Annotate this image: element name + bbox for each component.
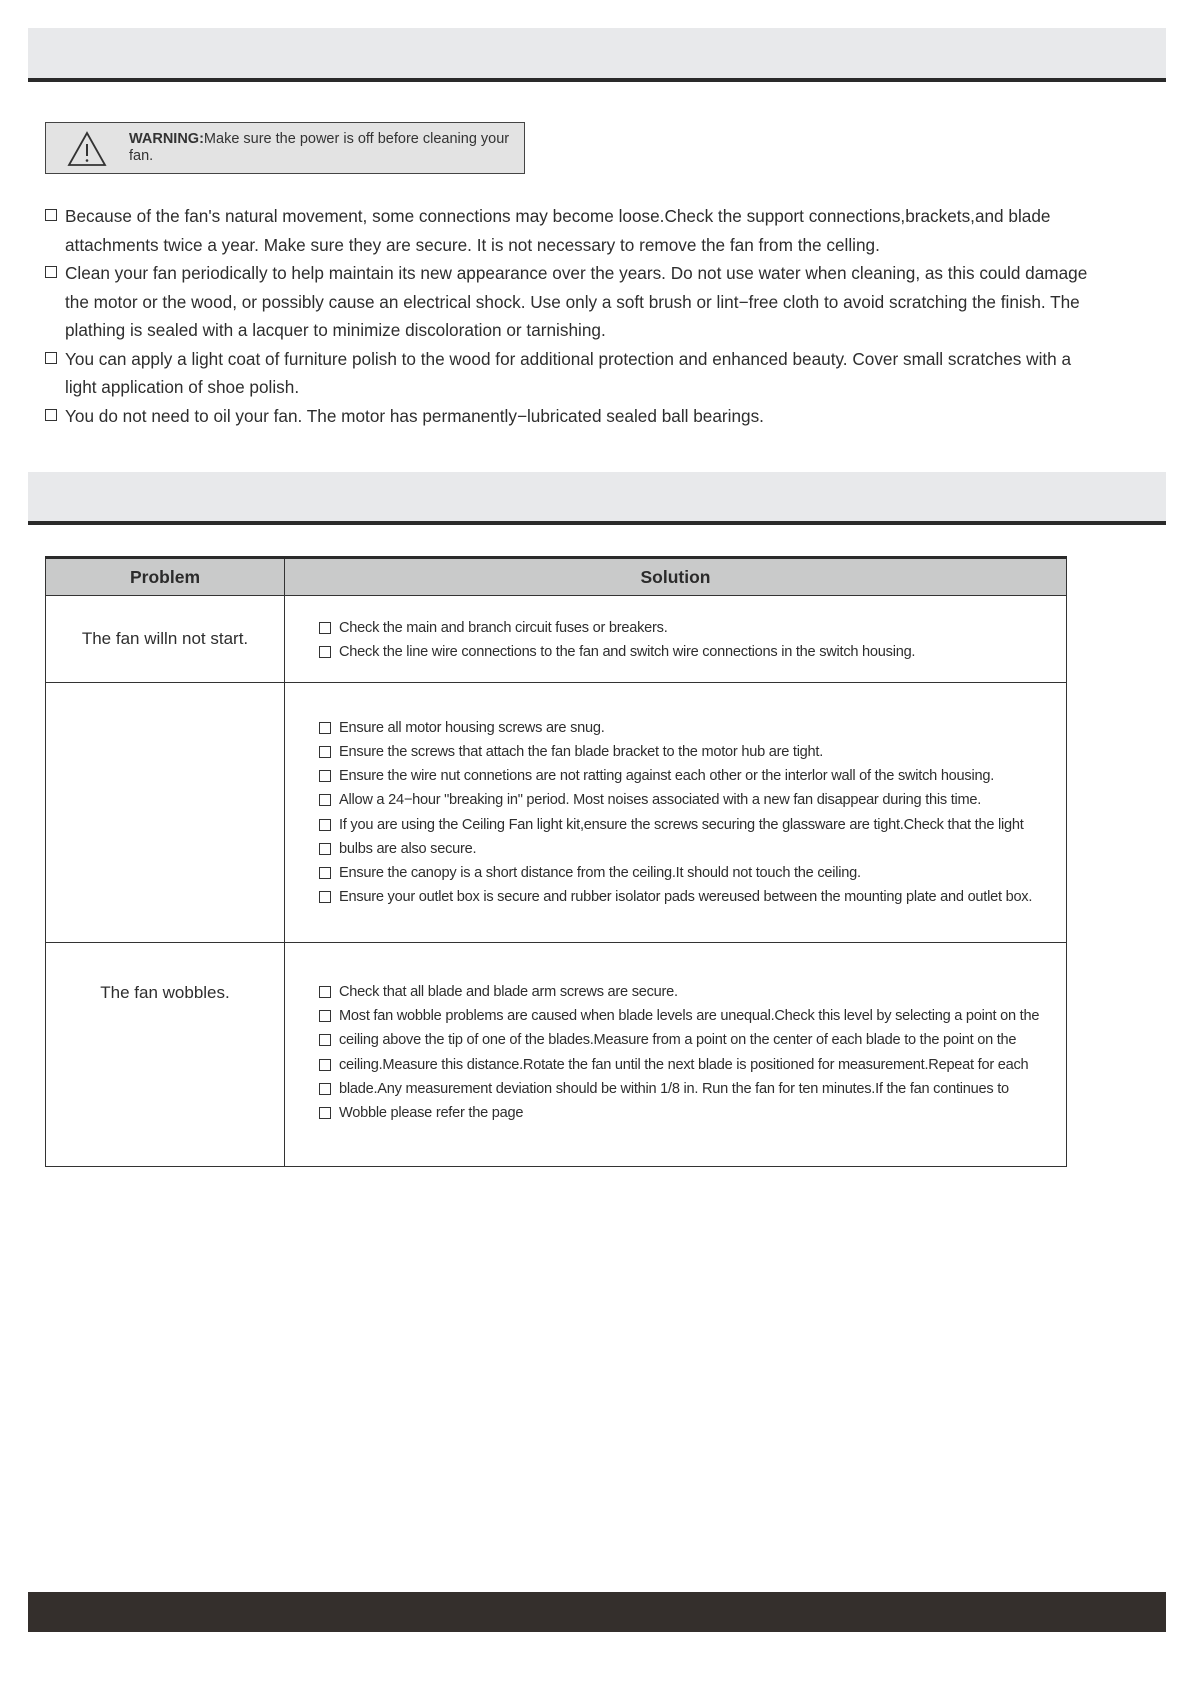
care-item-text-continued: light application of shoe polish. (65, 377, 300, 397)
solution-text: Most fan wobble problems are caused when blade levels are unequal.Check this level by selecting a point on the (339, 1008, 1040, 1025)
solution-item (319, 764, 1066, 788)
checkbox-square-icon (319, 891, 331, 903)
warning-triangle-icon (66, 130, 108, 168)
care-item-text: Because of the fan's natural movement, some connections may become loose.Check the support connections,brackets,and blade (65, 206, 1051, 226)
care-item (45, 202, 1125, 259)
checkbox-square-icon (45, 352, 57, 364)
solution-item (319, 1004, 1066, 1028)
solution-text: Ensure all motor housing screws are snug. (339, 719, 605, 736)
problem-cell: The fan willn not start. (46, 596, 285, 683)
solution-item (319, 1077, 1066, 1101)
checkbox-square-icon (45, 409, 57, 421)
checkbox-square-icon (319, 843, 331, 855)
checkbox-square-icon (319, 1083, 331, 1095)
care-section-header-bar (28, 28, 1166, 82)
solution-text: blade.Any measurement deviation should be within 1/8 in. Run the fan for ten minutes.If the fan continues to (339, 1080, 1009, 1097)
checkbox-square-icon (319, 646, 331, 658)
solution-item (319, 788, 1066, 812)
solution-text: Allow a 24−hour "breaking in" period. Most noises associated with a new fan disappear during this time. (339, 792, 982, 809)
care-item (45, 402, 1125, 431)
solution-text: Check that all blade and blade arm screws are secure. (339, 983, 678, 1000)
checkbox-square-icon (45, 209, 57, 221)
checkbox-square-icon (45, 266, 57, 278)
checkbox-square-icon (319, 1059, 331, 1071)
column-header-problem: Problem (46, 558, 285, 596)
solution-text: ceiling.Measure this distance.Rotate the fan until the next blade is positioned for measurement.Repeat for each (339, 1056, 1029, 1073)
solution-item (319, 837, 1066, 861)
solution-text: Ensure the wire nut connetions are not ratting against each other or the interlor wall of the switch housing. (339, 768, 994, 785)
checkbox-square-icon (319, 1034, 331, 1046)
solution-item (319, 813, 1066, 837)
solution-item (319, 1053, 1066, 1077)
solution-list (285, 614, 1066, 664)
solution-text: ceiling above the tip of one of the blades.Measure from a point on the center of each blade to the point on the (339, 1032, 1017, 1049)
troubleshooting-section-header-bar (28, 472, 1166, 525)
care-item-text-continued: the motor or the wood, or possibly cause an electrical shock. Use only a soft brush or lint−free cloth to avoid scratching the finish. The (65, 291, 1080, 312)
solution-text: Ensure the screws that attach the fan blade bracket to the motor hub are tight. (339, 743, 824, 760)
solution-item (319, 1101, 1066, 1125)
solution-list (285, 980, 1066, 1129)
warning-text (129, 131, 519, 165)
care-item (45, 345, 1125, 402)
warning-box (45, 122, 525, 174)
care-item-text: Clean your fan periodically to help maintain its new appearance over the years. Do not use water when cleaning, as this could damage (65, 263, 1088, 283)
solution-cell (285, 596, 1067, 683)
checkbox-square-icon (319, 722, 331, 734)
solution-text: Ensure your outlet box is secure and rubber isolator pads wereused between the mounting plate and outlet box. (339, 889, 1033, 906)
solution-item (319, 616, 1066, 640)
warning-label: WARNING: (129, 131, 204, 147)
solution-cell (285, 683, 1067, 943)
care-item-text-continued: plathing is sealed with a lacquer to minimize discoloration or tarnishing. (65, 320, 606, 340)
solution-item (319, 640, 1066, 664)
care-instructions-list (45, 202, 1125, 430)
table-header-row (46, 558, 1067, 596)
solution-item (319, 861, 1066, 885)
checkbox-square-icon (319, 819, 331, 831)
care-item-text: You do not need to oil your fan. The motor has permanently−lubricated sealed ball bearings. (65, 405, 764, 426)
checkbox-square-icon (319, 746, 331, 758)
table-row (46, 943, 1067, 1167)
solution-text: Ensure the canopy is a short distance from the ceiling.It should not touch the ceiling. (339, 864, 861, 881)
problem-cell (46, 683, 285, 943)
solution-cell (285, 943, 1067, 1167)
solution-item (319, 1028, 1066, 1052)
solution-item (319, 885, 1066, 909)
solution-text: Wobble please refer the page (339, 1104, 524, 1121)
problem-cell: The fan wobbles. (46, 943, 285, 1167)
solution-item (319, 980, 1066, 1004)
solution-text: Check the main and branch circuit fuses or breakers. (339, 619, 668, 636)
checkbox-square-icon (319, 770, 331, 782)
checkbox-square-icon (319, 622, 331, 634)
checkbox-square-icon (319, 1010, 331, 1022)
solution-item (319, 740, 1066, 764)
checkbox-square-icon (319, 986, 331, 998)
checkbox-square-icon (319, 1107, 331, 1119)
table-row (46, 596, 1067, 683)
warning-message: Make sure the power is off before cleaning your fan. (129, 131, 510, 164)
column-header-solution: Solution (285, 558, 1067, 596)
troubleshooting-table (45, 556, 1067, 1167)
table-row (46, 683, 1067, 943)
solution-item (319, 716, 1066, 740)
checkbox-square-icon (319, 867, 331, 879)
solution-text: If you are using the Ceiling Fan light kit,ensure the screws securing the glassware are tight.Check that the light (339, 816, 1024, 833)
care-item-text: You can apply a light coat of furniture polish to the wood for additional protection and enhanced beauty. Cover small scratches with a (65, 348, 1072, 369)
care-item (45, 259, 1125, 345)
footer-bar (28, 1592, 1166, 1632)
checkbox-square-icon (319, 794, 331, 806)
solution-list (285, 716, 1066, 910)
solution-text: bulbs are also secure. (339, 840, 477, 857)
care-item-text-continued: attachments twice a year. Make sure they are secure. It is not necessary to remove the fan from the celling. (65, 234, 880, 255)
solution-text: Check the line wire connections to the fan and switch wire connections in the switch housing. (339, 644, 916, 660)
